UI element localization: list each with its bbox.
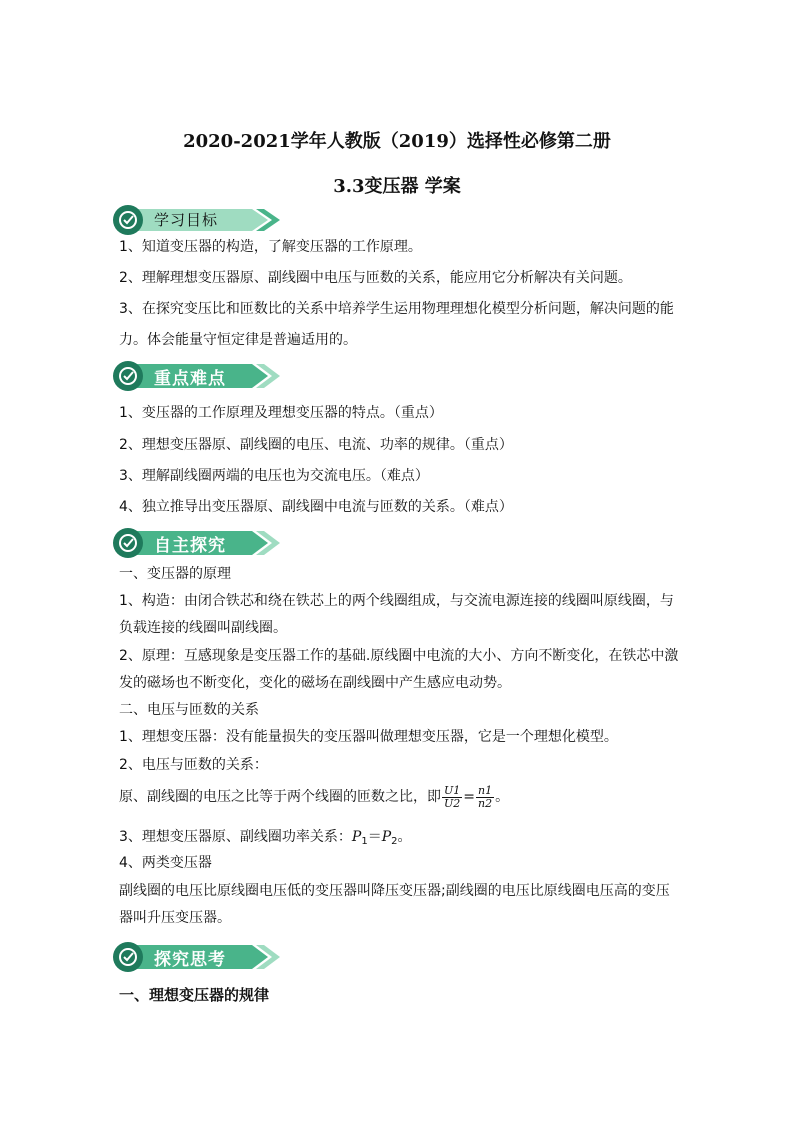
section-banner-think <box>112 940 282 974</box>
power-subscript: 2 <box>391 836 398 847</box>
section-heading: 学习目标 <box>154 211 219 229</box>
ratio-text: 原、副线圈的电压之比等于两个线圈的匝数之比，即 <box>119 789 441 805</box>
ratio-formula-line <box>119 782 679 812</box>
section-heading: 探究思考 <box>154 950 226 970</box>
power-subscript: 1 <box>361 836 368 847</box>
paragraph-line: 2、电压与匝数的关系： <box>119 757 268 773</box>
section-heading: 重点难点 <box>154 369 226 389</box>
list-item: 力。体会能量守恒定律是普遍适用的。 <box>119 332 357 348</box>
power-symbol: P <box>381 829 392 845</box>
section-subheading: 一、理想变压器的规律 <box>119 986 270 1004</box>
list-item: 3、在探究变压比和匝数比的关系中培养学生运用物理理想化模型分析问题，解决问题的能 <box>119 301 674 317</box>
list-item: 2、理解理想变压器原、副线圈中电压与匝数的关系，能应用它分析解决有关问题。 <box>119 270 632 286</box>
document-title: 2020-2021学年人教版（2019）选择性必修第二册 <box>183 131 611 152</box>
power-relation-line <box>119 826 679 853</box>
section-banner-keypoints <box>112 359 282 393</box>
document-subtitle: 3.3变压器 学案 <box>333 176 461 197</box>
paragraph-line: 副线圈的电压比原线圈电压低的变压器叫降压变压器;副线圈的电压比原线圈电压高的变压 <box>119 883 670 899</box>
paragraph-line: 器叫升压变压器。 <box>119 910 231 926</box>
list-item: 3、理解副线圈两端的电压也为交流电压。（难点） <box>119 468 429 484</box>
section-subheading: 二、电压与匝数的关系 <box>119 702 259 718</box>
power-text: 3、理想变压器原、副线圈功率关系： <box>119 829 352 845</box>
section-subheading: 一、变压器的原理 <box>119 566 231 582</box>
turns-fraction <box>476 785 494 810</box>
list-item: 1、变压器的工作原理及理想变压器的特点。（重点） <box>119 405 443 421</box>
paragraph-line: 1、理想变压器：没有能量损失的变压器叫做理想变压器，它是一个理想化模型。 <box>119 729 618 745</box>
power-symbol: P <box>351 829 362 845</box>
section-banner-goals <box>112 203 282 237</box>
list-item: 1、知道变压器的构造，了解变压器的工作原理。 <box>119 239 422 255</box>
fraction-denominator: n2 <box>478 796 493 810</box>
equals-sign: ＝ <box>367 829 382 845</box>
paragraph-line: 发的磁场也不断变化，变化的磁场在副线圈中产生感应电动势。 <box>119 675 511 691</box>
fraction-numerator: U1 <box>444 783 461 797</box>
section-heading: 自主探究 <box>154 536 226 556</box>
paragraph-line: 负载连接的线圈叫副线圈。 <box>119 620 287 636</box>
fraction-numerator: n1 <box>478 783 493 797</box>
period: 。 <box>397 829 412 845</box>
list-item: 4、独立推导出变压器原、副线圈中电流与匝数的关系。（难点） <box>119 499 513 515</box>
paragraph-line: 1、构造：由闭合铁芯和绕在铁芯上的两个线圈组成，与交流电源连接的线圈叫原线圈，与 <box>119 593 674 609</box>
section-banner-explore <box>112 526 282 560</box>
equals-sign: = <box>463 789 476 805</box>
period: 。 <box>495 789 510 805</box>
paragraph-line: 4、两类变压器 <box>119 855 212 871</box>
voltage-fraction <box>442 785 462 810</box>
list-item: 2、理想变压器原、副线圈的电压、电流、功率的规律。（重点） <box>119 437 513 453</box>
paragraph-line: 2、原理：互感现象是变压器工作的基础.原线圈中电流的大小、方向不断变化，在铁芯中激 <box>119 648 679 664</box>
fraction-denominator: U2 <box>444 796 461 810</box>
